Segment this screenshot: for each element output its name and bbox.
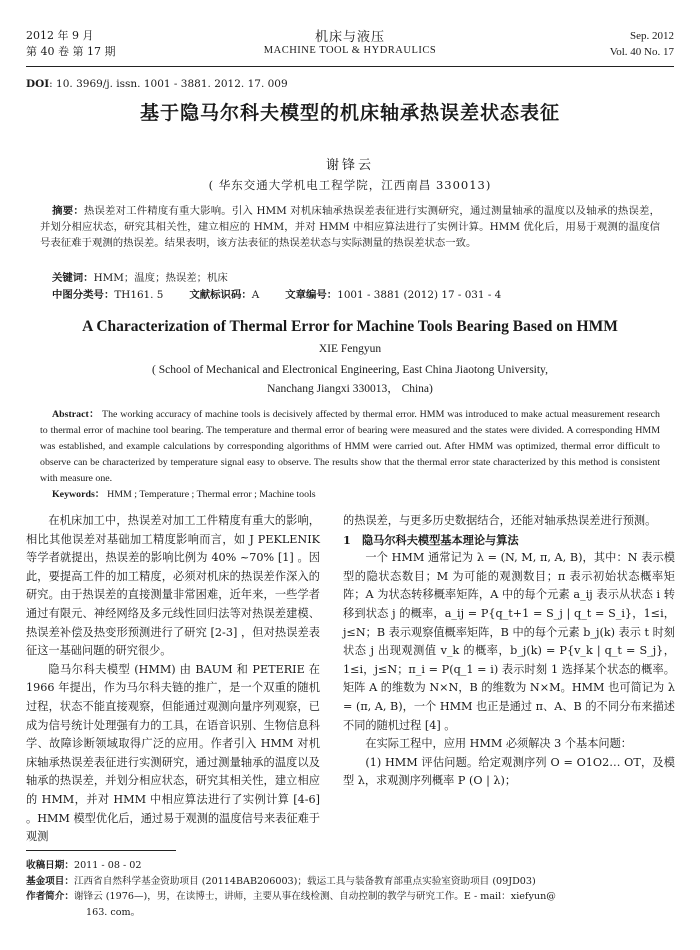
journal-name-en: MACHINE TOOL & HYDRAULICS [263,45,437,56]
abstract-en-text: The working accuracy of machine tools is decisively affected by thermal error. HMM was introduced to make actual measurement research to thermal error of machine tool bearing. The temperature and thermal error of bearing were measured and the states were divided. A corresponding HMM was established, and example calculations by corresponding algorithms of HMM were carried out. After HMM was optimized, thermal error difficult to observe can be characterized by temperature signal easy to observe. The results show that the thermal error state characterized by this method is consistent with measure one. [40,409,660,484]
article-title-en: A Characterization of Thermal Error for Machine Tools Bearing Based on HMM [82,318,618,335]
abstract-en [40,407,660,487]
abstract-cn-label: 摘要： [52,205,84,217]
affiliation-en [60,361,640,399]
classification-cn [52,286,660,301]
body-paragraph: 在机床加工中，热误差对加工工件精度有重大的影响，相比其他误差对基础加工精度影响而言，如 J PEKLENIK 等学者就提出，热误差的影响比例为 40% ~70% [1] 。因此，要提高工件的加工精度，必须对机床的热误差作深入的研究。由于热误差的直接测量非常困难，近年来，一些学者通过有限元、神经网络及多元线性回归法等对热误差建模、热误差补偿及热变形预测进行了研究 [2-3] ，但对热误差表征这一基础问题的研究很少。 [26,514,320,658]
keywords-en [52,486,660,500]
fund-label: 基金项目： [26,875,74,887]
issue-volume-en: Vol. 40 No. 17 [609,46,674,58]
fund-value: 江西省自然科学基金资助项目 (20114BAB206003)；载运工具与装备教育部重点实验室资助项目 (09JD03) [73,875,536,887]
keywords-cn-label: 关键词： [52,272,94,284]
author-name-en: XIE Fengyun [318,343,382,355]
header-center [26,26,674,56]
issue-date-en: Sep. 2012 [630,30,674,42]
author-bio [26,889,674,905]
bio-label: 作者简介： [26,891,74,902]
article-number-label: 文章编号： [285,289,338,301]
body-paragraph: (1) HMM 评估问题。给定观测序列 O = O1O2… OT，及模型 λ，求观测序列概率 P (O | λ)； [343,755,675,788]
affiliation-en-line2: Nanchang Jiangxi 330013， China) [267,383,433,395]
received-value: 2011 - 08 - 02 [73,860,142,871]
issue-date-cn: 2012 年 9 月 [26,29,94,42]
footnote-rule [26,850,176,851]
journal-header [26,20,674,68]
received-date [26,858,674,874]
body-paragraph: 在实际工程中，应用 HMM 必须解决 3 个基本问题： [365,737,632,751]
clc-label: 中图分类号： [52,289,115,301]
issue-volume-cn: 第 40 卷 第 17 期 [26,45,116,58]
body-column-left [26,512,320,847]
doc-code-label: 文献标识码： [189,289,252,301]
body-column-right [343,512,675,791]
author-name-cn: 谢锋云 [325,158,374,173]
footnote [26,858,674,920]
body-paragraph: 隐马尔科夫模型 (HMM) 由 BAUM 和 PETERIE 在 1966 年提出，作为马尔科夫链的推广，是一个双重的随机过程，状态不能直接观察，但能通过观测向量序列观察，已成为信号统计处理强有力的工具，在语音识别、生物信息科学、故障诊断领域取得广泛的应用。作者引入 HMM 对机床轴承热误差表征进行实测研究，通过测量轴承的温度以及轴承的热误差，并划分相应状态，研究其相关性，建立相应的 HMM，并对 HMM 中相应算法进行了实例计算 [4-6] 。HMM 模型优化后，通过易于观测的温度信号来表征难于观测 [26,662,320,844]
article-number-value: 1001 - 3881 (2012) 17 - 031 - 4 [337,289,502,301]
abstract-cn-text: 热误差对工件精度有重大影响。引入 HMM 对机床轴承热误差表征进行实测研究，通过测量轴承的温度以及轴承的热误差，并划分相应状态，研究其相关性，建立相应的 HMM，并对 HMM 中相应算法进行了实例计算。HMM 优化后，用易于观测的温度信号表征难于观测的热误差。结果表明，该方法表征的热误差状态与实际测量的热误差状态一致。 [40,205,660,250]
bio-value-line1: 谢锋云 (1976—)，男，在读博士，讲师，主要从事在线检测、自动控制的教学与研究工作。E - mail：xiefyun@ [73,891,556,902]
keywords-cn-text: HMM；温度；热误差；机床 [93,272,228,284]
journal-name-cn: 机床与液压 [314,30,385,45]
clc-value: TH161. 5 [114,289,164,301]
abstract-cn [40,203,660,252]
bio-value-line2: 163. com。 [86,906,141,918]
section-heading: 1 隐马尔科夫模型基本理论与算法 [343,532,519,547]
keywords-cn [52,269,660,284]
doi-line [26,78,288,90]
header-rule [26,66,674,67]
header-right [610,28,674,60]
fund-info [26,874,674,890]
doi-label: DOI [26,78,50,90]
body-paragraph: 的热误差，与更多历史数据结合，还能对轴承热误差进行预测。 [343,514,657,527]
article-title-cn: 基于隐马尔科夫模型的机床轴承热误差状态表征 [139,102,560,124]
affiliation-en-line1: ( School of Mechanical and Electronical Engineering, East China Jiaotong University, [152,364,548,376]
doc-code-value: A [251,289,260,301]
received-label: 收稿日期： [26,860,74,871]
keywords-en-text: HMM ; Temperature ; Thermal error ; Machine tools [107,489,316,500]
abstract-en-label: Abstract： [52,409,100,420]
affiliation-cn: ( 华东交通大学机电工程学院，江西南昌 330013) [208,178,492,192]
keywords-en-label: Keywords： [52,489,105,500]
doi-value: : 10. 3969/j. issn. 1001 - 3881. 2012. 17. 009 [49,78,288,90]
body-paragraph: 一个 HMM 通常记为 λ = (N, M, π, A, B)，其中：N 表示模型的隐状态数目；M 为可能的观测数目；π 表示初始状态概率矩阵；A 为状态转移概率矩阵，A 中的每个元素 a_ij 表示从状态 i 转移到状态 j 的概率，a_ij = P{q_t+1 = S_j | q_t = S_i}，1≤i，j≤N；B 表示观察值概率矩阵，B 中的每个元素 b_j(k) 表示 t 时刻状态 j 出现观测值 v_k 的概率，b_j(k) = P{v_k | q_t = S_j}，1≤i，j≤N；π_i = P(q_1 = i) 表示时刻 1 选择某个状态的概率。矩阵 A 的维数为 N×N，B 的维数为 N×M。HMM 也可简记为 λ = (π, A, B)，一个 HMM 也正是通过 π、A、B 的不同分布来描述不同的随机过程 [4] 。 [343,551,675,732]
